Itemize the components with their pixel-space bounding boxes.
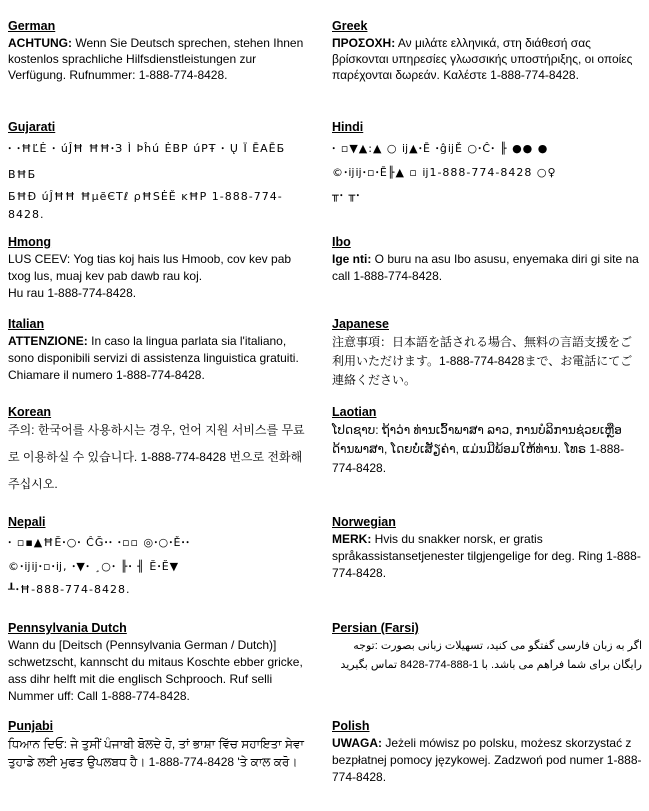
language-title: Norwegian bbox=[332, 515, 396, 529]
notice-text bbox=[332, 531, 642, 582]
notice-body: ਧਿਆਨ ਦਿਓ: ਜੇ ਤੁਸੀਂ ਪੰਜਾਬੀ ਬੋਲਦੇ ਹੋ, ਤਾਂ ਭਾਸ਼ਾ ਵਿੱਚ ਸਹਾਇਤਾ ਸੇਵਾ ਤੁਹਾਡੇ ਲਈ ਮੁਫਤ ਉਪਲਬਧ ਹੈ। 1-888-774-8428 'ਤੇ ਕਾਲ ਕਰੋ। bbox=[8, 737, 304, 769]
language-title: Korean bbox=[8, 405, 52, 419]
language-title: Greek bbox=[332, 19, 368, 33]
section-gujarati bbox=[8, 119, 313, 224]
section-hmong bbox=[8, 234, 313, 302]
language-title: Japanese bbox=[332, 317, 389, 331]
notice-label: UWAGA: bbox=[332, 736, 382, 750]
notice-body: Wenn Sie Deutsch sprechen, stehen Ihnen kostenlos sprachliche Hilfsdienstleistungen zur Verfügung. Rufnummer: 1-888-774-8428. bbox=[8, 36, 304, 82]
section-norwegian bbox=[332, 514, 642, 582]
section-laotian bbox=[332, 404, 642, 478]
notice-line: ©ꞏĳĳꞏ▫ꞏĒ╟▲ ▫ ĳ1-888-774-8428 ○♀ bbox=[332, 166, 557, 179]
section-korean bbox=[8, 404, 313, 498]
notice-label: ATTENZIONE: bbox=[8, 334, 88, 348]
notice-line: ┸ꞏĦ-888-774-8428. bbox=[8, 583, 131, 596]
notice-body: Wann du [Deitsch (Pennsylvania German / Dutch)] schwetzscht, kannscht du mitaus Koschte ebber gricke, ass dihr helft mit die englisch Schprooch. Ruf selli Nummer uff: Call 1-888-774-8428. bbox=[8, 638, 303, 703]
section-german bbox=[8, 18, 313, 83]
notice-line: ꞏ ꞏĦĽĖ ꞏ úĴĦ ĦĦꞏЗ Ì Þĥú ĖBP úPŦ ꞏ Ų Ï ĒAĒБ BĦБ bbox=[8, 142, 286, 181]
notice-text bbox=[8, 35, 313, 83]
section-persian bbox=[332, 620, 642, 675]
notice-line: ꞏ ▫▼▲꞉▲ ○ ĳ▲ꞏĒ ꞏĝĳĚ ○ꞏĈꞏ ╟ ●● ● bbox=[332, 142, 549, 155]
language-title: Gujarati bbox=[8, 120, 56, 134]
notice-line: БĦĐ úĴĦĦ ĦµẽЄТℓ ρĦSĖĚ ĸĦP 1-888-774-8428. bbox=[8, 190, 283, 221]
language-title: Nepali bbox=[8, 515, 46, 529]
language-title: Italian bbox=[8, 317, 45, 331]
language-title: Polish bbox=[332, 719, 370, 733]
notice-body: Αν μιλάτε ελληνικά, στη διάθεσή σας βρίσκονται υπηρεσίες γλωσσικής υποστήριξης, οι οποίες παρέχονται δωρεάν. Καλέστε 1-888-774-8428. bbox=[332, 36, 633, 82]
notice-line: اگر به زبان فارسی گفتگو می کنید، تسهیلات زبانی بصورت :توجه bbox=[353, 640, 642, 652]
language-title: Persian (Farsi) bbox=[332, 621, 419, 635]
notice-text bbox=[8, 333, 313, 384]
notice-body: Jeżeli mówisz po polsku, możesz skorzystać z bezpłatnej pomocy językowej. Zadzwoń pod numer 1-888-774-8428. bbox=[332, 736, 642, 784]
section-nepali bbox=[8, 514, 313, 601]
section-italian bbox=[8, 316, 313, 384]
section-hindi bbox=[332, 119, 642, 208]
notice-line: رایگان برای شما فراهم می باشد. با 1-888-774-8428 تماس بگیرید bbox=[340, 659, 642, 671]
language-title: Hindi bbox=[332, 120, 364, 134]
notice-body: In caso la lingua parlata sia l'italiano, sono disponibili servizi di assistenza linguistica gratuiti. Chiamare il numero 1-888-774-8428. bbox=[8, 334, 299, 382]
notice-body: Hvis du snakker norsk, er gratis språkassistansetjenester tilgjengelige for deg. Ring 1-888-774-8428. bbox=[332, 532, 641, 580]
section-japanese bbox=[332, 316, 642, 390]
language-title: German bbox=[8, 19, 56, 33]
section-polish bbox=[332, 718, 642, 786]
language-title: Punjabi bbox=[8, 719, 54, 733]
notice-body: 주의: 한국어를 사용하시는 경우, 언어 지원 서비스를 무료로 이용하실 수 있습니다. 1-888-774-8428 번으로 전화해 주십시오. bbox=[8, 423, 305, 491]
notice-line: ꞏ ▫▪▲ĦĔꞏ○ꞏ ĈĞꞏꞏ ꞏ▫▫ ◎ꞏ○ꞏĚꞏꞏ bbox=[8, 536, 191, 549]
section-greek bbox=[332, 18, 642, 83]
notice-line: ╥ꞏ ╥ꞏ bbox=[332, 189, 361, 202]
language-title: Pennsylvania Dutch bbox=[8, 621, 127, 635]
notice-body: 注意事項：日本語を話される場合、無料の言語支援をご利用いただけます。1-888-774-8428まで、お電話にてご連絡ください。 bbox=[332, 335, 633, 387]
section-pennsylvania-dutch bbox=[8, 620, 313, 705]
section-punjabi bbox=[8, 718, 313, 771]
notice-body: O buru na asu Ibo asusu, enyemaka diri gi site na call 1-888-774-8428. bbox=[332, 252, 639, 283]
notice-label: ACHTUNG: bbox=[8, 36, 72, 50]
notice-label: MERK: bbox=[332, 532, 372, 546]
language-title: Ibo bbox=[332, 235, 351, 249]
section-ibo bbox=[332, 234, 642, 285]
notice-text bbox=[332, 35, 642, 83]
notice-body: LUS CEEV: Yog tias koj hais lus Hmoob, cov kev pab txog lus, muaj kev pab dawb rau koj. bbox=[8, 252, 292, 283]
notice-text bbox=[332, 251, 642, 285]
notice-body-2: Hu rau 1-888-774-8428. bbox=[8, 286, 137, 300]
notice-text bbox=[332, 735, 642, 786]
language-title: Laotian bbox=[332, 405, 377, 419]
notice-label: ΠΡΟΣΟΧΗ: bbox=[332, 36, 396, 50]
notice-line: ©ꞏĳĳꞏ▫ꞏĳ, ꞏ▼ꞏ ¸○ꞏ ╟ꞏ ╢ ĔꞏĔ▼ bbox=[8, 560, 180, 573]
language-title: Hmong bbox=[8, 235, 52, 249]
notice-label: Ige nti: bbox=[332, 252, 372, 266]
notice-body: ໂປດຊາບ: ຖ້າວ່າ ທ່ານເວົ້າພາສາ ລາວ, ການບໍລິການຊ່ວຍເຫຼືອດ້ານພາສາ, ໂດຍບໍ່ເສັຽຄ່າ, ແມ່ນມີພ້ອມໃຫ້ທ່ານ. ໂທຣ 1-888-774-8428. bbox=[332, 423, 625, 475]
